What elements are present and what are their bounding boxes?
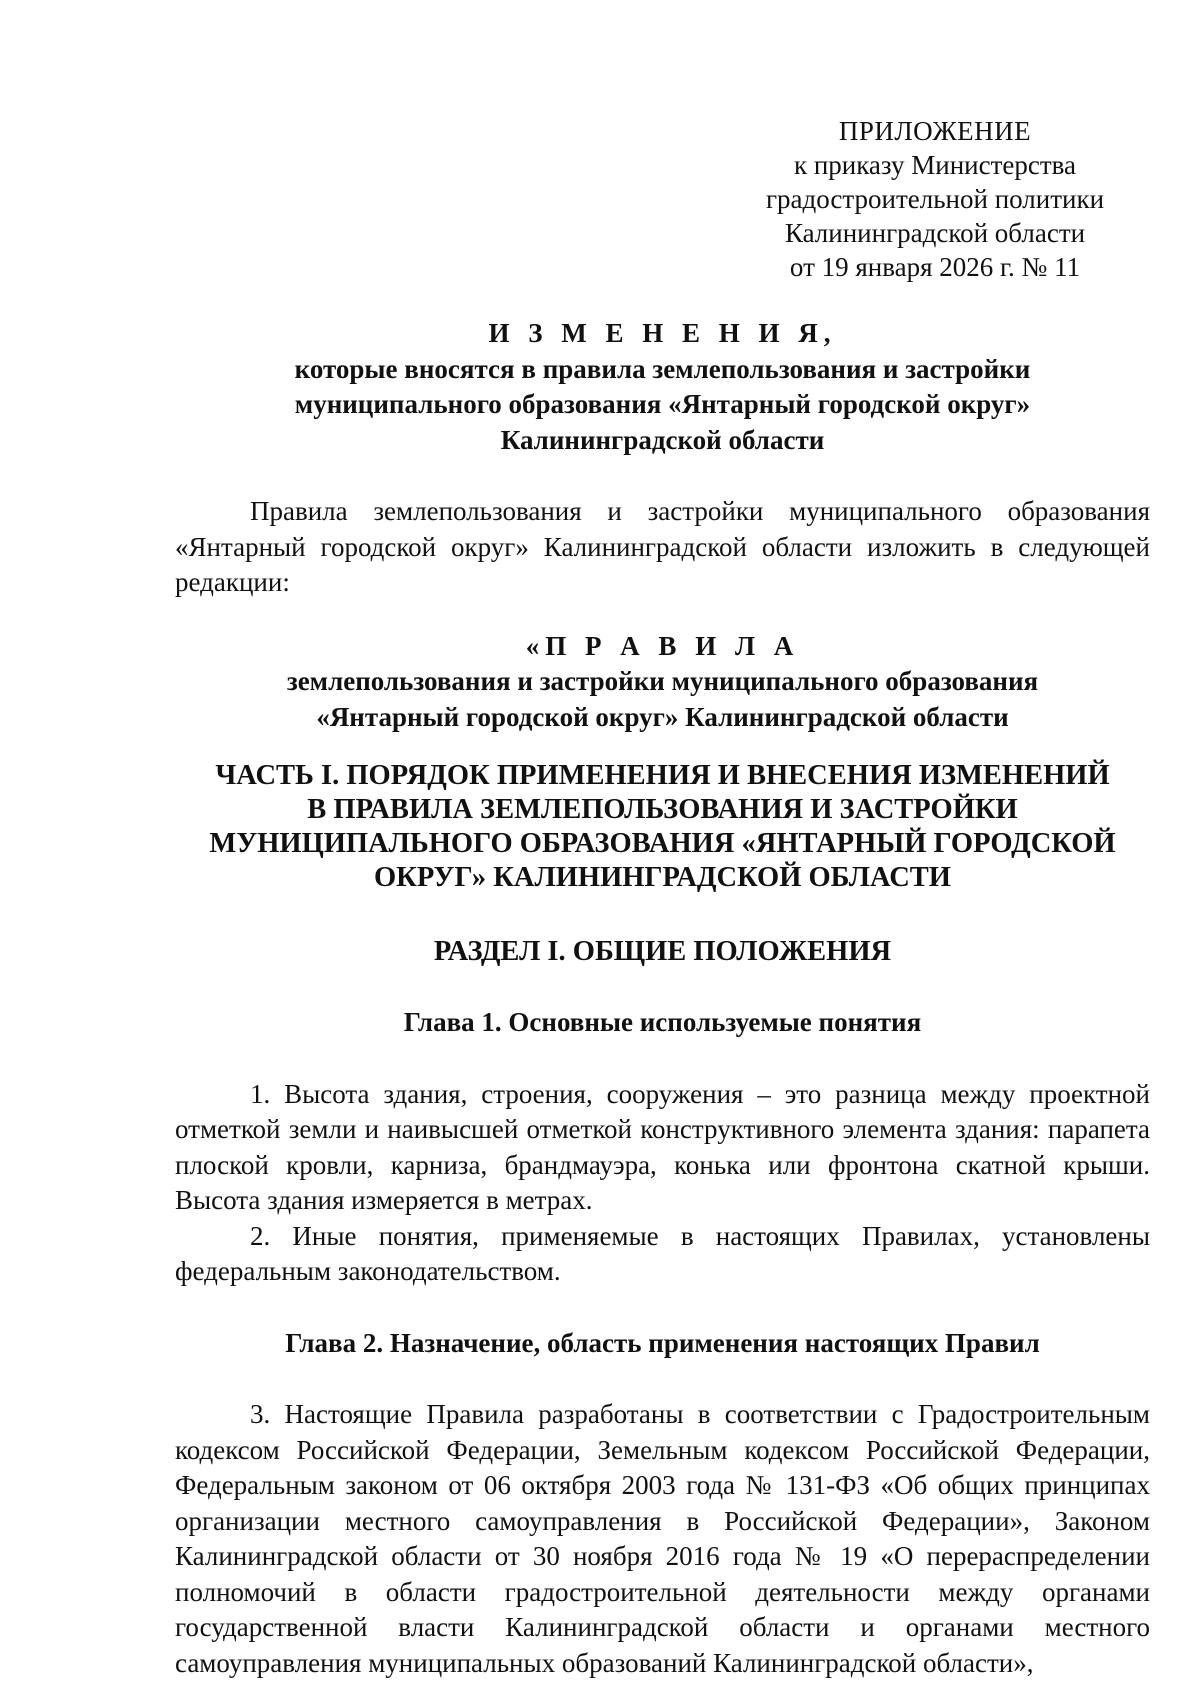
chapter-1-title: Глава 1. Основные используемые понятия — [403, 1007, 922, 1037]
rules-title: «П Р А В И Л А — [525, 630, 800, 661]
changes-subtitle-line: которые вносятся в правила землепользования и застройки — [294, 353, 1031, 384]
paragraph-3: 3. Настоящие Правила разработаны в соответствии с Градостроительным кодексом Российской Федерации, Земельным кодексом Российской Федерации, Федеральным законом от 06 октября 2003 года № 131-ФЗ «Об общих принципах организации местного самоуправления в Российской Федерации», Законом Калининградской области от 30 ноября 2016 года № 19 «О перераспределении полномочий в области градостроительной деятельности между органами государственной власти Калининградской области и органами местного самоуправления муниципальных образований Калининградской области», — [175, 1399, 1150, 1678]
part-heading — [175, 759, 1150, 895]
appendix-line: градостроительной политики — [765, 184, 1105, 214]
paragraph-2: 2. Иные понятия, применяемые в настоящих Правилах, установлены федеральным законодательством. — [175, 1220, 1150, 1286]
changes-title: И З М Е Н Е Н И Я, — [488, 318, 837, 348]
part-heading-line: ЧАСТЬ I. ПОРЯДОК ПРИМЕНЕНИЯ И ВНЕСЕНИЯ ИЗМЕНЕНИЙ — [215, 760, 1110, 791]
changes-subtitle-line: муниципального образования «Янтарный городской округ» — [294, 389, 1031, 419]
appendix-date-number: от 19 января 2026 г. № 11 — [789, 252, 1081, 282]
appendix-block — [700, 114, 1170, 284]
chapter-2-title: Глава 2. Назначение, область применения настоящих Правил — [285, 1327, 1040, 1358]
changes-subtitle-line: Калининградской области — [500, 424, 825, 455]
changes-header — [175, 316, 1150, 458]
rules-header — [175, 629, 1150, 736]
part-heading-line: ОКРУГ» КАЛИНИНГРАДСКОЙ ОБЛАСТИ — [374, 862, 951, 893]
appendix-line: к приказу Министерства — [793, 150, 1077, 180]
section-heading: РАЗДЕЛ I. ОБЩИЕ ПОЛОЖЕНИЯ — [433, 936, 892, 967]
intro-paragraph: Правила землепользования и застройки муниципального образования «Янтарный городской округ» Калининградской области изложить в следующей редакции: — [175, 496, 1150, 597]
appendix-title: ПРИЛОЖЕНИЕ — [838, 116, 1032, 146]
rules-subtitle-line: «Янтарный городской округ» Калининградской области — [316, 701, 1009, 732]
paragraph-1: 1. Высота здания, строения, сооружения – это разница между проектной отметкой земли и наивысшей отметкой конструктивного элемента здания: парапета плоской кровли, карниза, брандмауэра, конька или фронтона скатной крыши. Высота здания измеряется в метрах. — [175, 1078, 1150, 1215]
part-heading-line: В ПРАВИЛА ЗЕМЛЕПОЛЬЗОВАНИЯ И ЗАСТРОЙКИ — [307, 794, 1018, 825]
rules-subtitle-line: землепользования и застройки муниципального образования — [286, 666, 1039, 696]
appendix-line: Калининградской области — [784, 218, 1086, 248]
part-heading-line: МУНИЦИПАЛЬНОГО ОБРАЗОВАНИЯ «ЯНТАРНЫЙ ГОРОДСКОЙ — [209, 828, 1116, 859]
document-body — [175, 316, 1150, 1681]
